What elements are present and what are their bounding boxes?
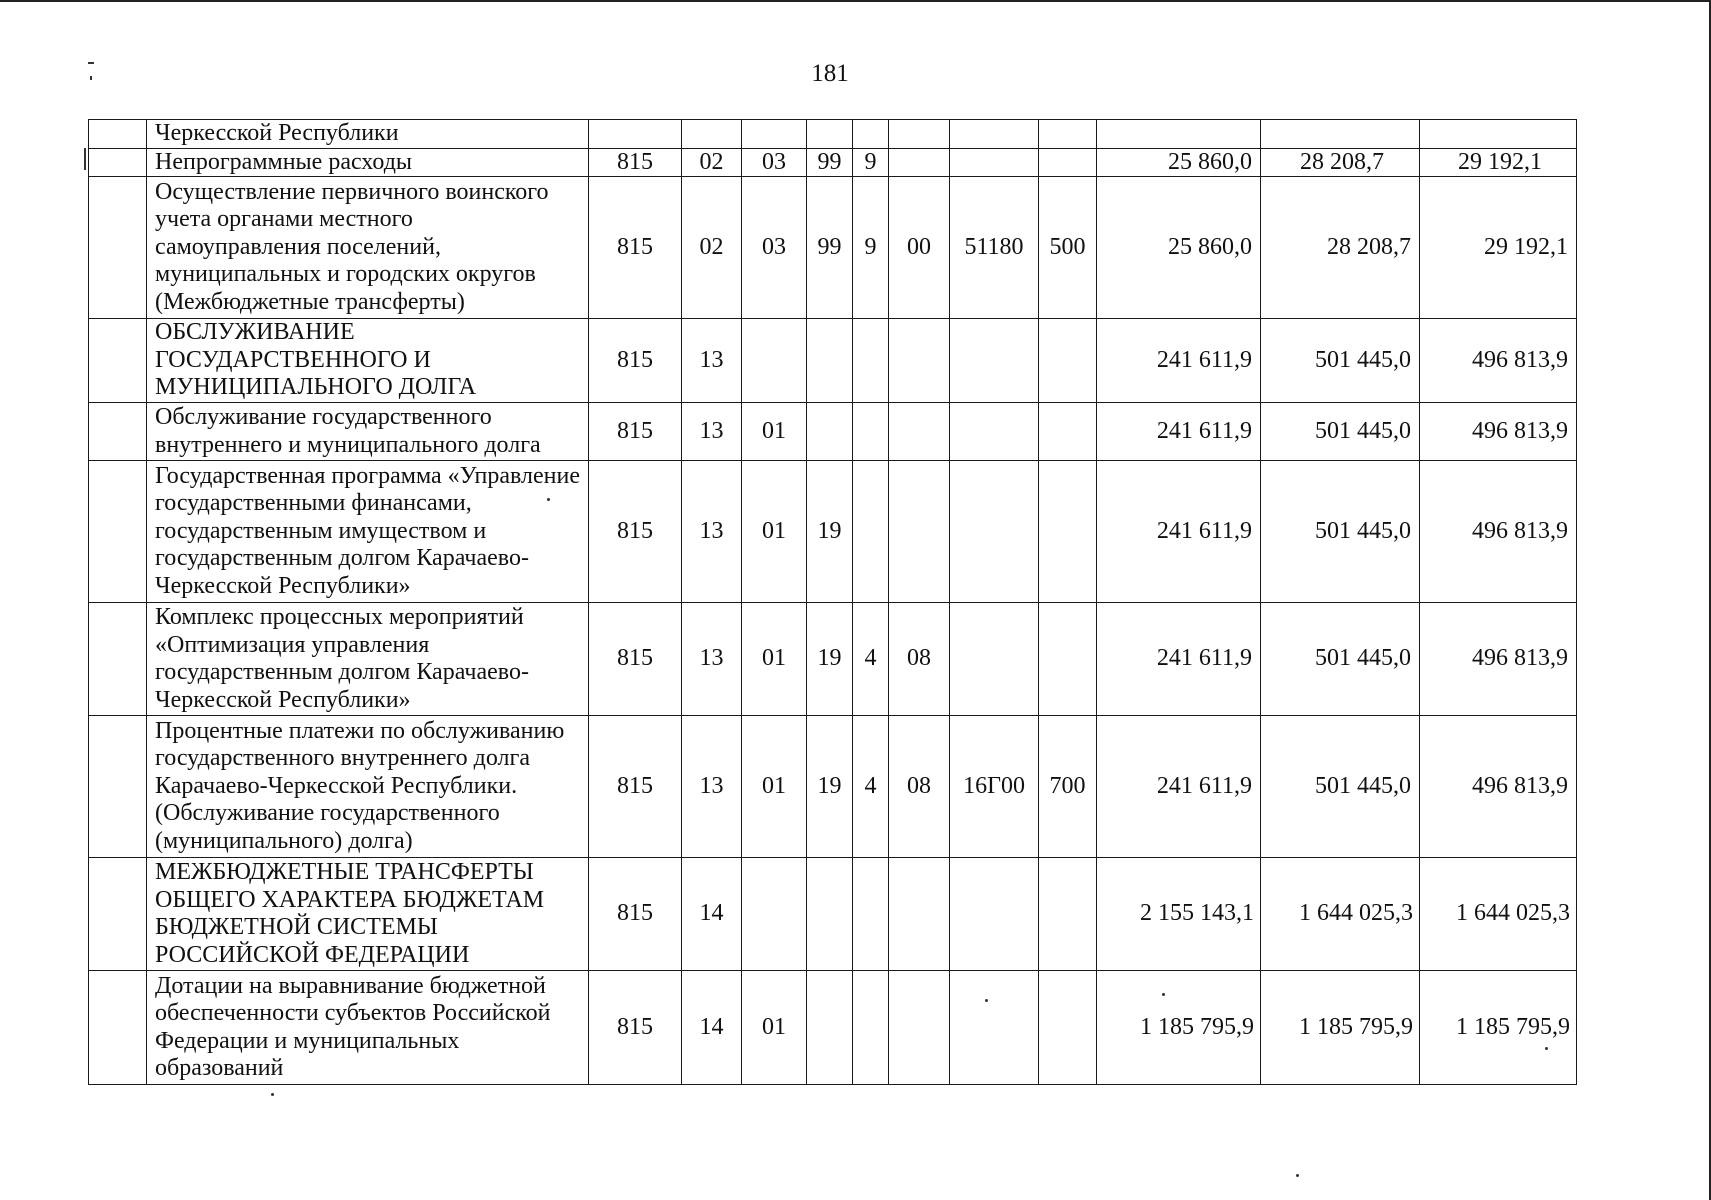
section-code-cell: 02 xyxy=(682,148,742,177)
row-number-cell xyxy=(89,177,147,319)
expense-type-code-cell xyxy=(1039,603,1097,716)
expense-name-cell: ОБСЛУЖИВАНИЕ ГОСУДАРСТВЕННОГО И МУНИЦИПАЛЬНОГО ДОЛГА xyxy=(147,319,589,403)
program-code-cell xyxy=(807,319,853,403)
section-code-cell: 13 xyxy=(682,319,742,403)
row-number-cell xyxy=(89,120,147,149)
direction-code-cell xyxy=(950,971,1039,1085)
main-event-code-cell xyxy=(889,403,950,461)
scan-speck xyxy=(1296,1174,1299,1177)
subsection-code-cell: 03 xyxy=(742,177,807,319)
amount-year-2-cell: 501 445,0 xyxy=(1261,319,1420,403)
amount-year-3-cell: 29 192,1 xyxy=(1420,148,1577,177)
subsection-code-cell: 01 xyxy=(742,461,807,603)
subsection-code-cell: 01 xyxy=(742,403,807,461)
subsection-code-cell: 03 xyxy=(742,148,807,177)
amount-year-2-cell: 501 445,0 xyxy=(1261,403,1420,461)
page-number: 181 xyxy=(811,60,849,87)
expense-name-cell: Комплекс процессных мероприятий «Оптимизация управления государственным долгом Карачаево-Черкесской Республики» xyxy=(147,603,589,716)
direction-code-cell xyxy=(950,120,1039,149)
direction-code-cell xyxy=(950,461,1039,603)
admin-code-cell: 815 xyxy=(589,858,682,971)
program-code-cell: 19 xyxy=(807,603,853,716)
table-row xyxy=(89,461,1577,603)
expense-type-code-cell xyxy=(1039,403,1097,461)
expense-name-cell: Государственная программа «Управление государственными финансами, государственным имуществом и государственным долгом Карачаево-Черкесской Республики» xyxy=(147,461,589,603)
section-code-cell: 14 xyxy=(682,858,742,971)
amount-year-3-cell: 29 192,1 xyxy=(1420,177,1577,319)
amount-year-1-cell: 241 611,9 xyxy=(1097,319,1261,403)
row-number-cell xyxy=(89,403,147,461)
amount-year-2-cell: 28 208,7 xyxy=(1261,177,1420,319)
admin-code-cell: 815 xyxy=(589,971,682,1085)
subprogram-code-cell: 4 xyxy=(853,716,889,858)
program-code-cell: 99 xyxy=(807,177,853,319)
main-event-code-cell: 08 xyxy=(889,716,950,858)
program-code-cell: 19 xyxy=(807,716,853,858)
table-row xyxy=(89,971,1577,1085)
main-event-code-cell xyxy=(889,461,950,603)
amount-year-2-cell: 501 445,0 xyxy=(1261,716,1420,858)
amount-year-1-cell xyxy=(1097,120,1261,149)
main-event-code-cell xyxy=(889,148,950,177)
amount-year-2-cell: 1 185 795,9 xyxy=(1261,971,1420,1085)
amount-year-3-cell: 496 813,9 xyxy=(1420,319,1577,403)
row-number-cell xyxy=(89,148,147,177)
row-number-cell xyxy=(89,716,147,858)
direction-code-cell: 51180 xyxy=(950,177,1039,319)
expense-name-cell: МЕЖБЮДЖЕТНЫЕ ТРАНСФЕРТЫ ОБЩЕГО ХАРАКТЕРА БЮДЖЕТАМ БЮДЖЕТНОЙ СИСТЕМЫ РОССИЙСКОЙ ФЕДЕРАЦИИ xyxy=(147,858,589,971)
expense-type-code-cell xyxy=(1039,461,1097,603)
section-code-cell: 02 xyxy=(682,177,742,319)
amount-year-1-cell: 241 611,9 xyxy=(1097,603,1261,716)
subprogram-code-cell xyxy=(853,461,889,603)
subprogram-code-cell xyxy=(853,971,889,1085)
admin-code-cell: 815 xyxy=(589,461,682,603)
program-code-cell xyxy=(807,120,853,149)
scan-speck xyxy=(985,999,988,1002)
expense-type-code-cell xyxy=(1039,971,1097,1085)
expense-type-code-cell xyxy=(1039,319,1097,403)
direction-code-cell xyxy=(950,319,1039,403)
table-row xyxy=(89,120,1577,149)
table-row xyxy=(89,716,1577,858)
main-event-code-cell xyxy=(889,120,950,149)
amount-year-2-cell xyxy=(1261,120,1420,149)
amount-year-3-cell: 1 185 795,9 xyxy=(1420,971,1577,1085)
program-code-cell xyxy=(807,858,853,971)
subsection-code-cell: 01 xyxy=(742,603,807,716)
expense-type-code-cell xyxy=(1039,148,1097,177)
subprogram-code-cell: 9 xyxy=(853,148,889,177)
scan-speck xyxy=(547,498,550,501)
amount-year-3-cell: 1 644 025,3 xyxy=(1420,858,1577,971)
subprogram-code-cell xyxy=(853,858,889,971)
scan-speck xyxy=(1162,993,1165,996)
admin-code-cell: 815 xyxy=(589,603,682,716)
amount-year-3-cell: 496 813,9 xyxy=(1420,716,1577,858)
direction-code-cell xyxy=(950,603,1039,716)
section-code-cell xyxy=(682,120,742,149)
row-number-cell xyxy=(89,971,147,1085)
amount-year-1-cell: 2 155 143,1 xyxy=(1097,858,1261,971)
table-row xyxy=(89,858,1577,971)
section-code-cell: 13 xyxy=(682,403,742,461)
amount-year-2-cell: 1 644 025,3 xyxy=(1261,858,1420,971)
admin-code-cell: 815 xyxy=(589,403,682,461)
amount-year-3-cell: 496 813,9 xyxy=(1420,461,1577,603)
admin-code-cell: 815 xyxy=(589,177,682,319)
main-event-code-cell: 00 xyxy=(889,177,950,319)
subprogram-code-cell xyxy=(853,319,889,403)
amount-year-2-cell: 28 208,7 xyxy=(1261,148,1420,177)
main-event-code-cell: 08 xyxy=(889,603,950,716)
expense-name-cell: Непрограммные расходы xyxy=(147,148,589,177)
direction-code-cell xyxy=(950,148,1039,177)
subsection-code-cell xyxy=(742,858,807,971)
table-row xyxy=(89,403,1577,461)
row-number-cell xyxy=(89,858,147,971)
main-event-code-cell xyxy=(889,858,950,971)
expense-name-cell: Дотации на выравнивание бюджетной обеспеченности субъектов Российской Федерации и муниципальных образований xyxy=(147,971,589,1085)
amount-year-1-cell: 241 611,9 xyxy=(1097,403,1261,461)
table-row xyxy=(89,177,1577,319)
subprogram-code-cell: 9 xyxy=(853,177,889,319)
subprogram-code-cell xyxy=(853,120,889,149)
scan-speck xyxy=(1545,1047,1548,1050)
amount-year-2-cell: 501 445,0 xyxy=(1261,461,1420,603)
subsection-code-cell xyxy=(742,319,807,403)
program-code-cell xyxy=(807,403,853,461)
budget-table xyxy=(88,119,1577,1085)
scan-mark xyxy=(84,148,86,170)
amount-year-1-cell: 241 611,9 xyxy=(1097,461,1261,603)
table-row xyxy=(89,319,1577,403)
section-code-cell: 13 xyxy=(682,461,742,603)
expense-name-cell: Осуществление первичного воинского учета органами местного самоуправления поселений, муниципальных и городских округов (Межбюджетные трансферты) xyxy=(147,177,589,319)
subprogram-code-cell xyxy=(853,403,889,461)
expense-name-cell: Обслуживание государственного внутреннего и муниципального долга xyxy=(147,403,589,461)
row-number-cell xyxy=(89,461,147,603)
expense-name-cell: Черкесской Республики xyxy=(147,120,589,149)
amount-year-1-cell: 25 860,0 xyxy=(1097,177,1261,319)
table-row xyxy=(89,603,1577,716)
main-event-code-cell xyxy=(889,971,950,1085)
scan-speck xyxy=(271,1093,274,1096)
admin-code-cell xyxy=(589,120,682,149)
direction-code-cell xyxy=(950,403,1039,461)
table-row xyxy=(89,148,1577,177)
expense-type-code-cell xyxy=(1039,120,1097,149)
admin-code-cell: 815 xyxy=(589,319,682,403)
section-code-cell: 14 xyxy=(682,971,742,1085)
program-code-cell: 99 xyxy=(807,148,853,177)
subsection-code-cell: 01 xyxy=(742,716,807,858)
amount-year-3-cell xyxy=(1420,120,1577,149)
amount-year-2-cell: 501 445,0 xyxy=(1261,603,1420,716)
scan-top-edge xyxy=(0,0,1711,2)
direction-code-cell xyxy=(950,858,1039,971)
expense-name-cell: Процентные платежи по обслуживанию государственного внутреннего долга Карачаево-Черкесской Республики. (Обслуживание государственного (муниципального) долга) xyxy=(147,716,589,858)
subsection-code-cell: 01 xyxy=(742,971,807,1085)
expense-type-code-cell xyxy=(1039,858,1097,971)
program-code-cell: 19 xyxy=(807,461,853,603)
amount-year-1-cell: 25 860,0 xyxy=(1097,148,1261,177)
main-event-code-cell xyxy=(889,319,950,403)
program-code-cell xyxy=(807,971,853,1085)
scan-mark xyxy=(88,62,94,64)
amount-year-3-cell: 496 813,9 xyxy=(1420,403,1577,461)
section-code-cell: 13 xyxy=(682,716,742,858)
admin-code-cell: 815 xyxy=(589,716,682,858)
subsection-code-cell xyxy=(742,120,807,149)
subprogram-code-cell: 4 xyxy=(853,603,889,716)
amount-year-3-cell: 496 813,9 xyxy=(1420,603,1577,716)
admin-code-cell: 815 xyxy=(589,148,682,177)
expense-type-code-cell: 500 xyxy=(1039,177,1097,319)
direction-code-cell: 16Г00 xyxy=(950,716,1039,858)
scan-mark xyxy=(90,76,92,80)
amount-year-1-cell: 1 185 795,9 xyxy=(1097,971,1261,1085)
section-code-cell: 13 xyxy=(682,603,742,716)
amount-year-1-cell: 241 611,9 xyxy=(1097,716,1261,858)
row-number-cell xyxy=(89,603,147,716)
row-number-cell xyxy=(89,319,147,403)
expense-type-code-cell: 700 xyxy=(1039,716,1097,858)
